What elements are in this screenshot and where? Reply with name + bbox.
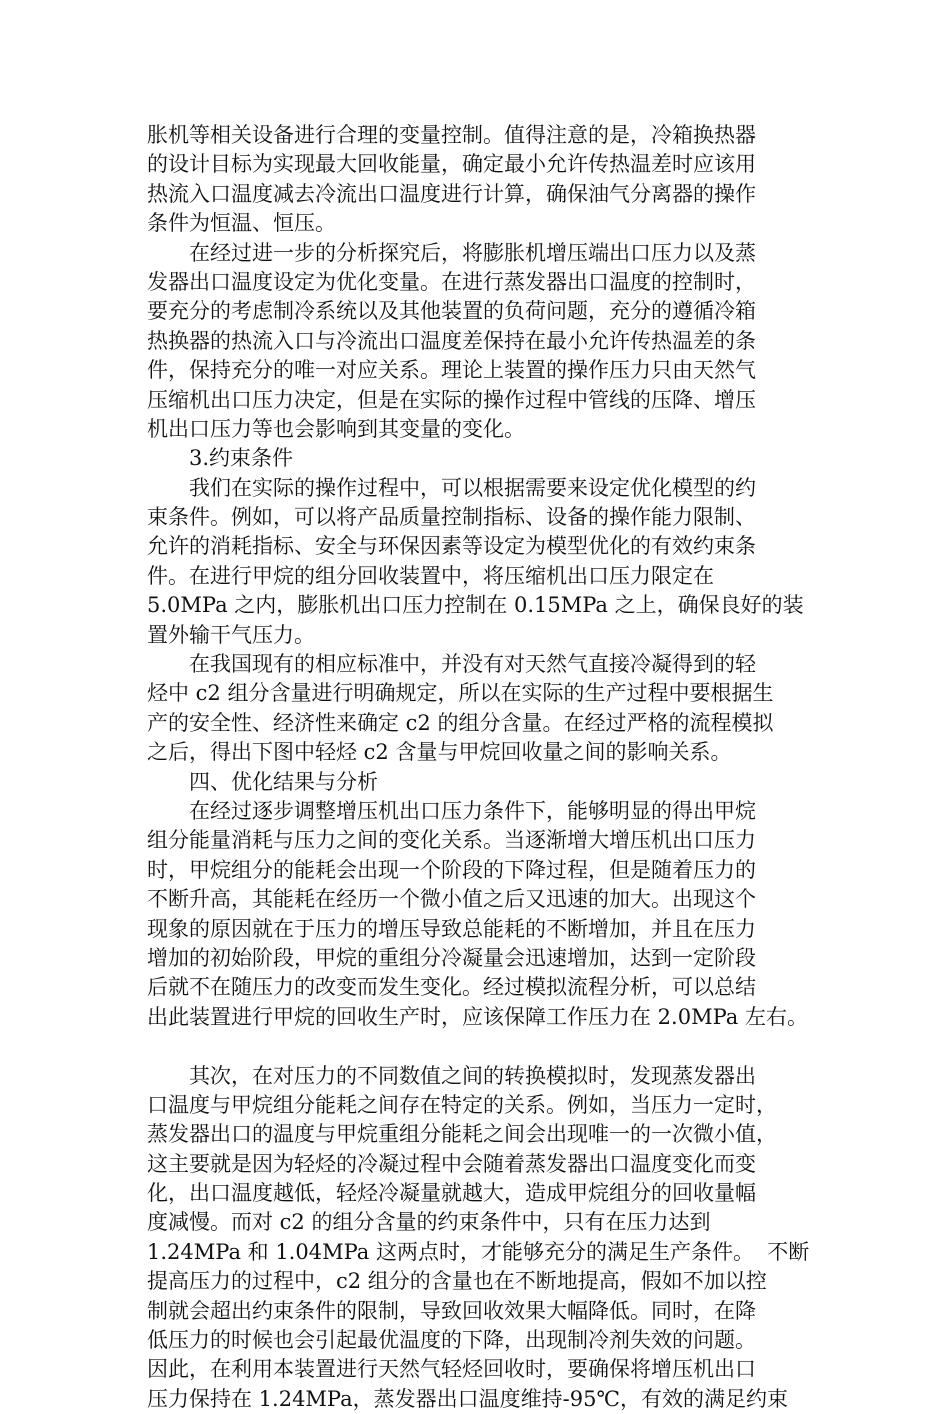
text-line: 热流入口温度减去冷流出口温度进行计算，确保油气分离器的操作 <box>147 180 807 209</box>
text-line: 增加的初始阶段，甲烷的重组分冷凝量会迅速增加，达到一定阶段 <box>147 944 807 973</box>
paragraph <box>147 121 807 239</box>
text-line: 现象的原因就在于压力的增压导致总能耗的不断增加，并且在压力 <box>147 915 807 944</box>
text-line: 压力保持在 1.24MPa，蒸发器出口温度维持-95℃，有效的满足约束 <box>147 1385 807 1414</box>
paragraph-gap <box>147 1032 807 1061</box>
text-line: 5.0MPa 之内，膨胀机出口压力控制在 0.15MPa 之上，确保良好的装 <box>147 591 807 620</box>
text-line: 1.24MPa 和 1.04MPa 这两点时，才能够充分的满足生产条件。 不断 <box>147 1238 807 1267</box>
paragraph <box>147 797 807 1032</box>
text-line: 件，保持充分的唯一对应关系。理论上装置的操作压力只由天然气 <box>147 356 807 385</box>
text-line: 允许的消耗指标、安全与环保因素等设定为模型优化的有效约束条 <box>147 532 807 561</box>
text-line: 组分能量消耗与压力之间的变化关系。当逐渐增大增压机出口压力 <box>147 826 807 855</box>
text-line: 在我国现有的相应标准中，并没有对天然气直接冷凝得到的轻 <box>147 650 807 679</box>
text-line: 在经过逐步调整增压机出口压力条件下，能够明显的得出甲烷 <box>147 797 807 826</box>
text-line: 压缩机出口压力决定，但是在实际的操作过程中管线的压降、增压 <box>147 386 807 415</box>
text-line: 件。在进行甲烷的组分回收装置中，将压缩机出口压力限定在 <box>147 562 807 591</box>
paragraph <box>147 1062 807 1414</box>
text-line: 烃中 c2 组分含量进行明确规定，所以在实际的生产过程中要根据生 <box>147 679 807 708</box>
text-line: 后就不在随压力的改变而发生变化。经过模拟流程分析，可以总结 <box>147 973 807 1002</box>
text-line: 口温度与甲烷组分能耗之间存在特定的关系。例如，当压力一定时， <box>147 1091 807 1120</box>
paragraph <box>147 650 807 768</box>
text-line: 发器出口温度设定为优化变量。在进行蒸发器出口温度的控制时， <box>147 268 807 297</box>
text-line: 胀机等相关设备进行合理的变量控制。值得注意的是，冷箱换热器 <box>147 121 807 150</box>
section-heading: 四、优化结果与分析 <box>147 768 807 797</box>
text-line: 的设计目标为实现最大回收能量，确定最小允许传热温差时应该用 <box>147 150 807 179</box>
text-line: 不断升高，其能耗在经历一个微小值之后又迅速的加大。出现这个 <box>147 885 807 914</box>
text-line: 机出口压力等也会影响到其变量的变化。 <box>147 415 807 444</box>
text-line: 度减慢。而对 c2 的组分含量的约束条件中，只有在压力达到 <box>147 1208 807 1237</box>
paragraph <box>147 239 807 445</box>
section-heading: 3.约束条件 <box>147 444 807 473</box>
text-line: 我们在实际的操作过程中，可以根据需要来设定优化模型的约 <box>147 474 807 503</box>
text-line: 化，出口温度越低，轻烃冷凝量就越大，造成甲烷组分的回收量幅 <box>147 1179 807 1208</box>
text-line: 因此，在利用本装置进行天然气轻烃回收时，要确保将增压机出口 <box>147 1355 807 1384</box>
text-line: 之后，得出下图中轻烃 c2 含量与甲烷回收量之间的影响关系。 <box>147 738 807 767</box>
paragraph <box>147 474 807 650</box>
text-line: 条件为恒温、恒压。 <box>147 209 807 238</box>
text-line: 蒸发器出口的温度与甲烷重组分能耗之间会出现唯一的一次微小值， <box>147 1120 807 1149</box>
text-line: 这主要就是因为轻烃的冷凝过程中会随着蒸发器出口温度变化而变 <box>147 1150 807 1179</box>
text-line: 提高压力的过程中，c2 组分的含量也在不断地提高，假如不加以控 <box>147 1267 807 1296</box>
text-line: 低压力的时候也会引起最优温度的下降，出现制冷剂失效的问题。 <box>147 1326 807 1355</box>
text-line: 时，甲烷组分的能耗会出现一个阶段的下降过程，但是随着压力的 <box>147 856 807 885</box>
text-line: 热换器的热流入口与冷流出口温度差保持在最小允许传热温差的条 <box>147 327 807 356</box>
text-line: 制就会超出约束条件的限制，导致回收效果大幅降低。同时，在降 <box>147 1297 807 1326</box>
text-line: 其次，在对压力的不同数值之间的转换模拟时，发现蒸发器出 <box>147 1062 807 1091</box>
text-line: 出此装置进行甲烷的回收生产时，应该保障工作压力在 2.0MPa 左右。 <box>147 1003 807 1032</box>
text-line: 产的安全性、经济性来确定 c2 的组分含量。在经过严格的流程模拟 <box>147 709 807 738</box>
text-line: 置外输干气压力。 <box>147 621 807 650</box>
text-line: 束条件。例如，可以将产品质量控制指标、设备的操作能力限制、 <box>147 503 807 532</box>
document-body <box>147 121 807 1414</box>
text-line: 要充分的考虑制冷系统以及其他装置的负荷问题，充分的遵循冷箱 <box>147 297 807 326</box>
text-line: 在经过进一步的分析探究后，将膨胀机增压端出口压力以及蒸 <box>147 239 807 268</box>
